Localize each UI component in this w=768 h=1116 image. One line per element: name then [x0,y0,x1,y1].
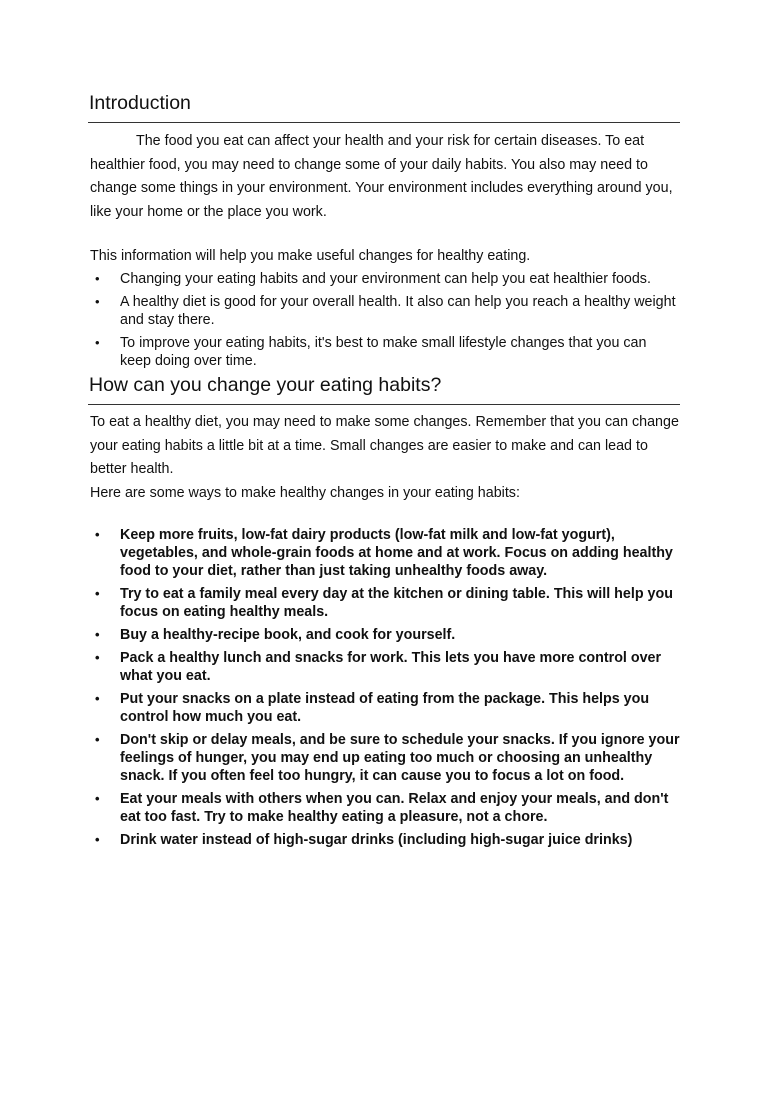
eating-habits-paragraph: To eat a healthy diet, you may need to make some changes. Remember that you can change your eating habits a little bit at a time. Small changes are easier to make and can lead to better health. [90,414,679,477]
list-item [90,831,680,849]
bullet-icon: • [95,526,100,542]
list-item [90,585,680,621]
eating-habits-list-lead: Here are some ways to make healthy changes in your eating habits: [90,484,520,501]
eating-habits-bullet-list [90,526,680,849]
list-item [90,293,680,329]
list-item-text: Drink water instead of high-sugar drinks (including high-sugar juice drinks) [120,831,633,848]
list-item-text: Buy a healthy-recipe book, and cook for yourself. [120,626,456,643]
bullet-icon: • [95,626,100,642]
list-item [90,526,680,580]
list-item-text: Eat your meals with others when you can. Relax and enjoy your meals, and don't eat too fast. Try to make healthy eating a pleasure, not a chore. [120,790,669,825]
list-item [90,626,680,644]
introduction-bullet-list [90,270,680,370]
list-item [90,270,680,288]
introduction-paragraph: The food you eat can affect your health and your risk for certain diseases. To eat healthier food, you may need to change some of your daily habits. You also may need to change some things in your environment. Your environment includes everything around you, like your home or the place you work. [90,133,673,220]
document-page [0,92,768,1116]
eating-habits-heading: How can you change your eating habits? [88,374,680,405]
list-item [90,334,680,370]
list-item [90,790,680,826]
bullet-icon: • [95,690,100,706]
bullet-icon: • [95,731,100,747]
bullet-icon: • [95,271,100,286]
introduction-heading: Introduction [88,92,680,123]
list-item-text: Try to eat a family meal every day at the kitchen or dining table. This will help you focus on eating healthy meals. [120,585,673,620]
list-item-text: Don't skip or delay meals, and be sure to schedule your snacks. If you ignore your feelings of hunger, you may end up eating too much or choosing an unhealthy snack. If you often feel too hungry, it can cause you to focus a lot on food. [120,731,680,784]
list-item-text: A healthy diet is good for your overall health. It also can help you reach a healthy weight and stay there. [120,294,676,328]
bullet-icon: • [95,585,100,601]
list-item [90,690,680,726]
list-item-text: Put your snacks on a plate instead of eating from the package. This helps you control how much you eat. [120,690,650,725]
bullet-icon: • [95,831,100,847]
bullet-icon: • [95,790,100,806]
bullet-icon: • [95,335,100,350]
list-item [90,649,680,685]
list-item-text: To improve your eating habits, it's best to make small lifestyle changes that you can keep doing over time. [120,335,647,369]
list-item-text: Keep more fruits, low-fat dairy products (low-fat milk and low-fat yogurt), vegetables, and whole-grain foods at home and at work. Focus on adding healthy food to your diet, rather than just taking unhealthy foods away. [120,526,673,579]
bullet-icon: • [95,294,100,309]
introduction-list-lead: This information will help you make useful changes for healthy eating. [90,248,531,264]
list-item-text: Pack a healthy lunch and snacks for work. This lets you have more control over what you eat. [120,649,662,684]
bullet-icon: • [95,649,100,665]
list-item [90,731,680,785]
list-item-text: Changing your eating habits and your environment can help you eat healthier foods. [120,271,651,287]
